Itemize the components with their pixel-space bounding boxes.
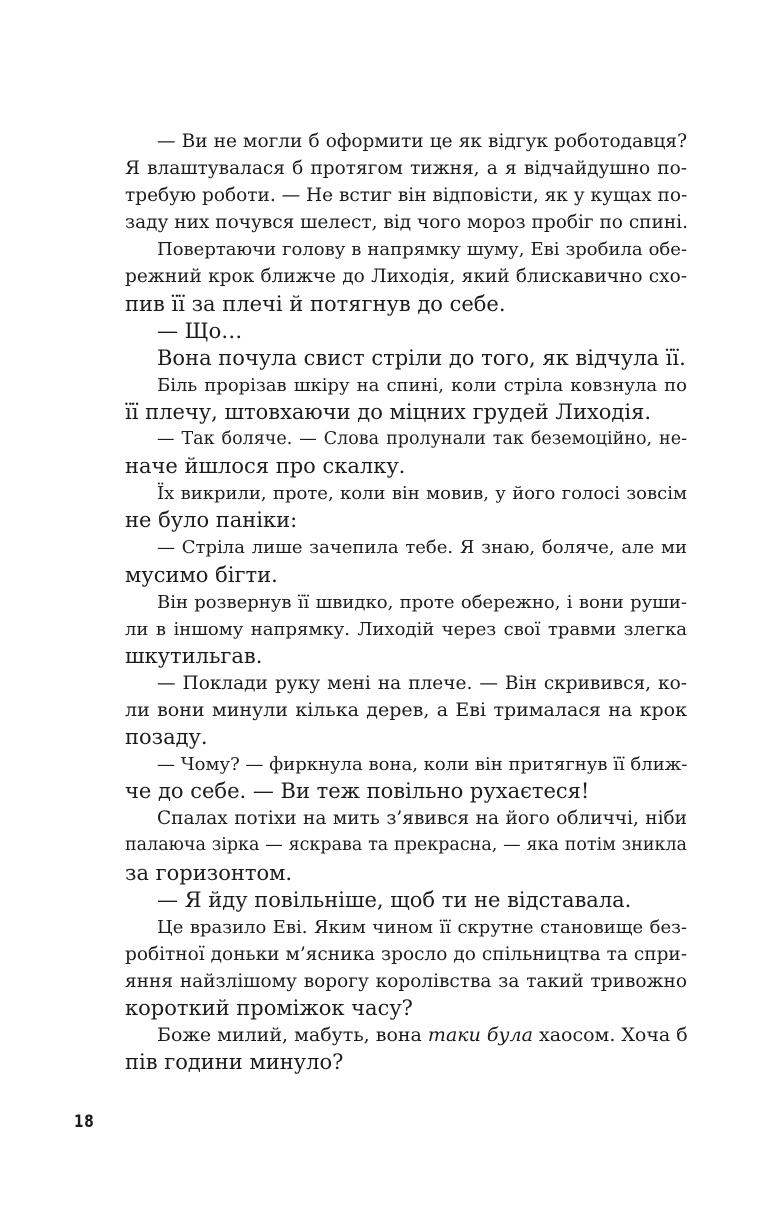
text-line: ли вони минули кілька дерев, а Еві трималася на крок [125,698,687,721]
text-segment: Боже милий, мабуть, вона [157,1024,428,1047]
text-line: Він розвернув її швидко, проте обережно, і вони руши- [157,591,687,613]
text-line: наче йшлося про скалку. [125,454,406,479]
page-number: 18 [74,1112,95,1132]
text-line: че до себе. — Ви теж повільно рухаєтеся! [125,779,590,804]
text-line: позаду. [125,725,208,750]
text-line: — Поклади руку мені на плече. — Він скривився, ко- [157,672,687,694]
text-line: за горизонтом. [125,860,293,885]
text-line: Я влаштувалася б протягом тижня, а я відчайдушно по- [125,158,687,180]
text-line: требую роботи. — Не встиг він відповісти, як у кущах по- [125,185,688,207]
text-line: ли в іншому напрямку. Лиходій через свої травми злегка [125,618,687,640]
text-line: Спалах потіхи на мить з’явився на його обличчі, ніби [157,808,687,830]
text-line: Їх викрили, проте, коли він мовив, у його голосі зовсім [157,483,687,505]
text-line: пив її за плечі й потягнув до себе. [125,291,506,316]
italic-emphasis: таки була [427,1024,533,1047]
text-line: Біль прорізав шкіру на спині, коли стріла ковзнула по [157,374,687,396]
text-line: палаюча зірка — яскрава та прекрасна, — яка потім зникла [125,835,687,856]
text-line: — Чому? — фиркнула вона, коли він притягнув її ближ- [157,754,688,776]
text-line: Це вразило Еві. Яким чином її скрутне становище без- [157,916,687,938]
text-line: режний крок ближче до Лиходія, який блискавично схо- [125,266,687,288]
text-line: — Стріла лише зачепила тебе. Я знаю, боляче, але ми [157,537,687,559]
text-line: шкутильгав. [125,643,263,668]
text-line [125,1022,687,1049]
page-text [125,128,687,1076]
text-line: — Я йду повільніше, щоб ти не відставала. [157,887,632,912]
text-line: робітної доньки м’ясника зросло до спільництва та спри- [125,943,687,965]
text-line: мусимо бігти. [125,562,278,587]
text-line: — Що… [157,318,243,343]
text-line: Повертаючи голову в напрямку шуму, Еві зробила обе- [157,239,687,261]
text-line: її плечу, штовхаючи до міцних грудей Лиходія. [125,399,651,424]
text-line: — Так боляче. — Слова пролунали так беземоційно, не- [157,429,687,450]
text-line: Вона почула свист стріли до того, як відчула її. [157,345,686,370]
text-line: не було паніки: [125,508,298,533]
text-segment: хаосом. Хоча б [532,1024,688,1047]
text-line: пів години минуло? [125,1050,344,1075]
text-line: яння найзлішому ворогу королівства за такий тривожно [125,970,687,992]
text-line: — Ви не могли б оформити це як відгук роботодавця? [157,131,687,152]
text-line: короткий проміжок часу? [125,996,413,1020]
text-line: заду них почувся шелест, від чого мороз пробіг по спині. [125,212,688,234]
